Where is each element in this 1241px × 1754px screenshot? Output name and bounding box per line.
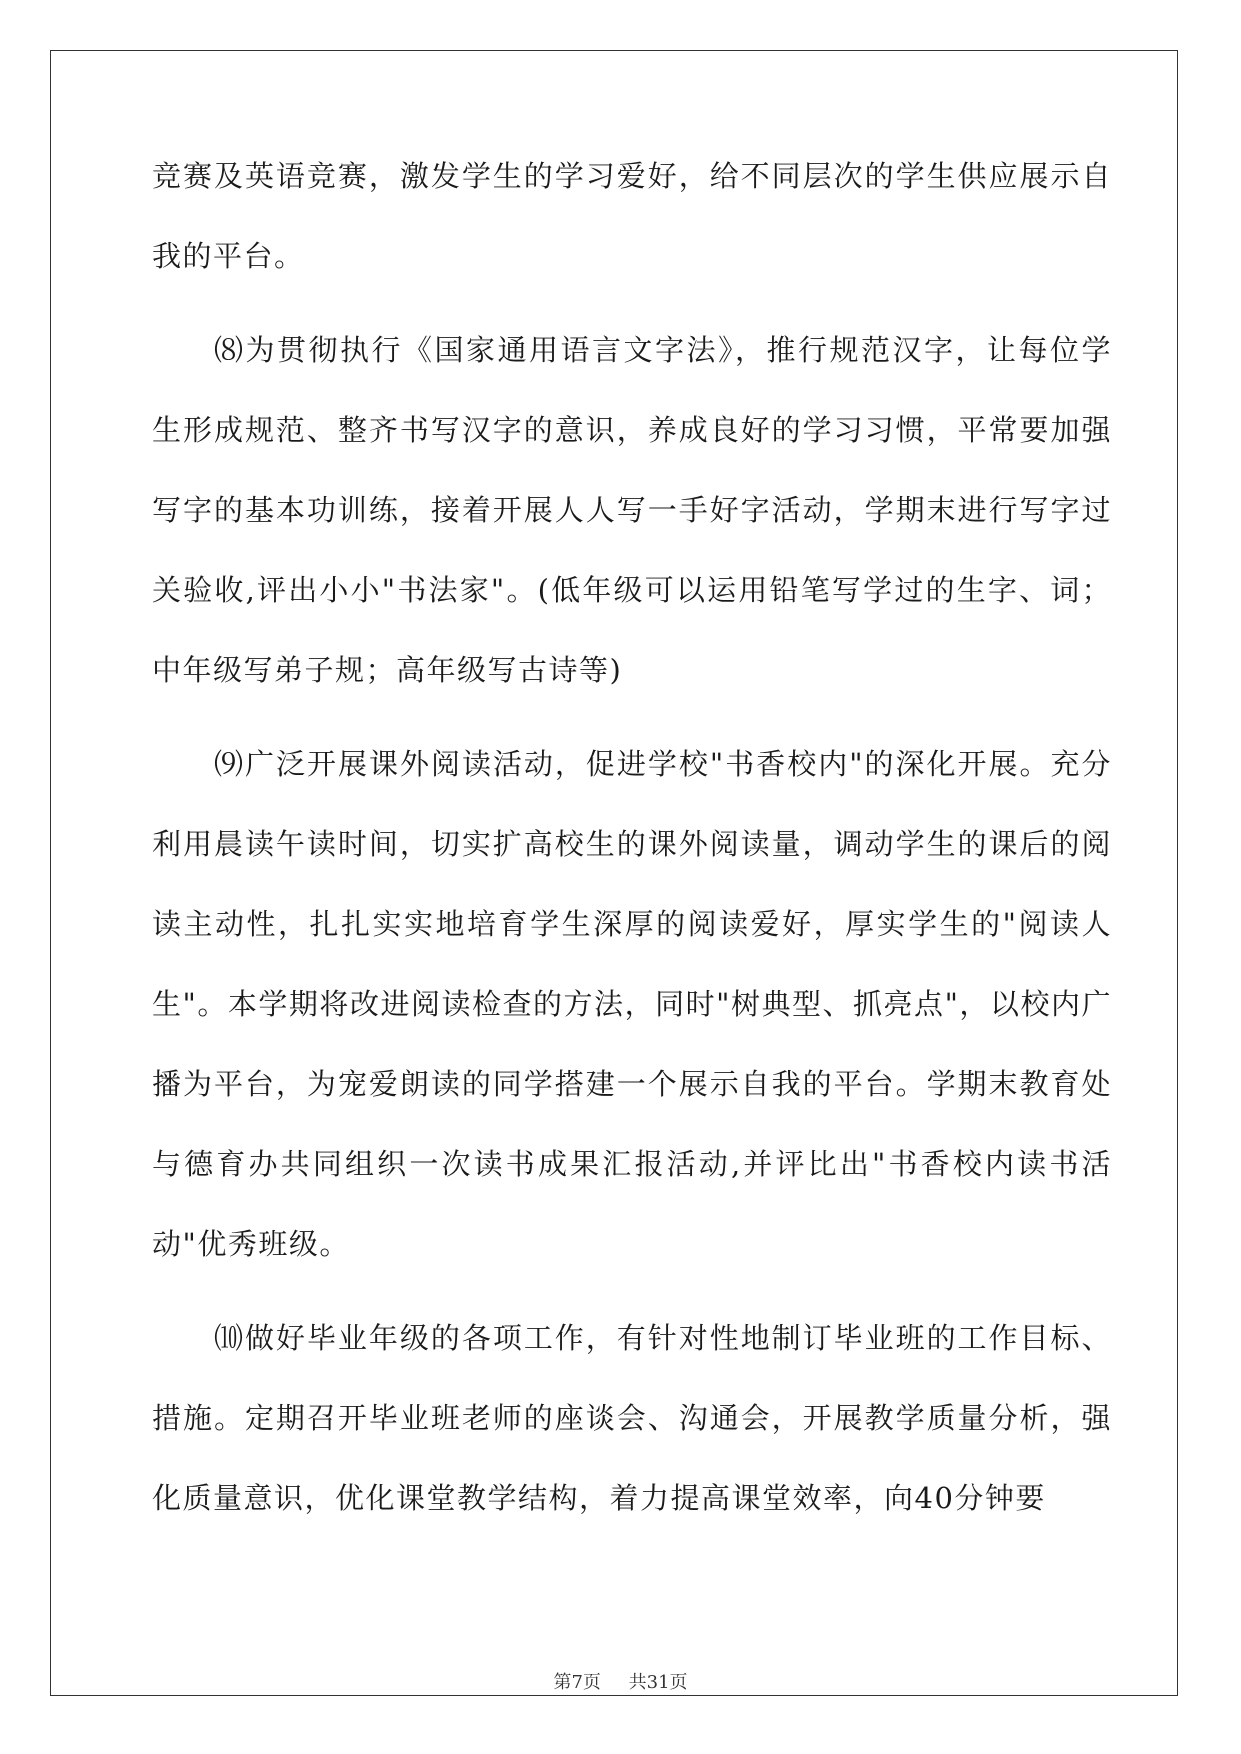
- paragraph-item-8: ⑻为贯彻执行《国家通用语言文字法》，推行规范汉字，让每位学生形成规范、整齐书写汉字的意识，养成良好的学习习惯，平常要加强写字的基本功训练，接着开展人人写一手好字活动，学期末进行写字过关验收,评出小小"书法家"。(低年级可以运用铅笔写学过的生字、词；中年级写弟子规；高年级写古诗等): [152, 333, 1112, 687]
- paragraph-item-9: ⑼广泛开展课外阅读活动，促进学校"书香校内"的深化开展。充分利用晨读午读时间，切实扩高校生的课外阅读量，调动学生的课后的阅读主动性，扎扎实实地培育学生深厚的阅读爱好，厚实学生的"阅读人生"。本学期将改进阅读检查的方法，同时"树典型、抓亮点"，以校内广播为平台，为宠爱朗读的同学搭建一个展示自我的平台。学期末教育处与德育办共同组织一次读书成果汇报活动,并评比出"书香校内读书活动"优秀班级。: [152, 747, 1112, 1261]
- page-total: 共31页: [628, 1672, 688, 1693]
- document-body: [152, 150, 1112, 1552]
- paragraph-continued: 竞赛及英语竞赛，激发学生的学习爱好，给不同层次的学生供应展示自我的平台。: [152, 159, 1112, 273]
- paragraph-item-10: ⑽做好毕业年级的各项工作，有针对性地制订毕业班的工作目标、措施。定期召开毕业班老师的座谈会、沟通会，开展教学质量分析，强化质量意识，优化课堂教学结构，着力提高课堂效率，向40分钟要: [152, 1321, 1112, 1515]
- page-footer: [0, 1668, 1241, 1694]
- page-number: 第7页: [553, 1672, 601, 1693]
